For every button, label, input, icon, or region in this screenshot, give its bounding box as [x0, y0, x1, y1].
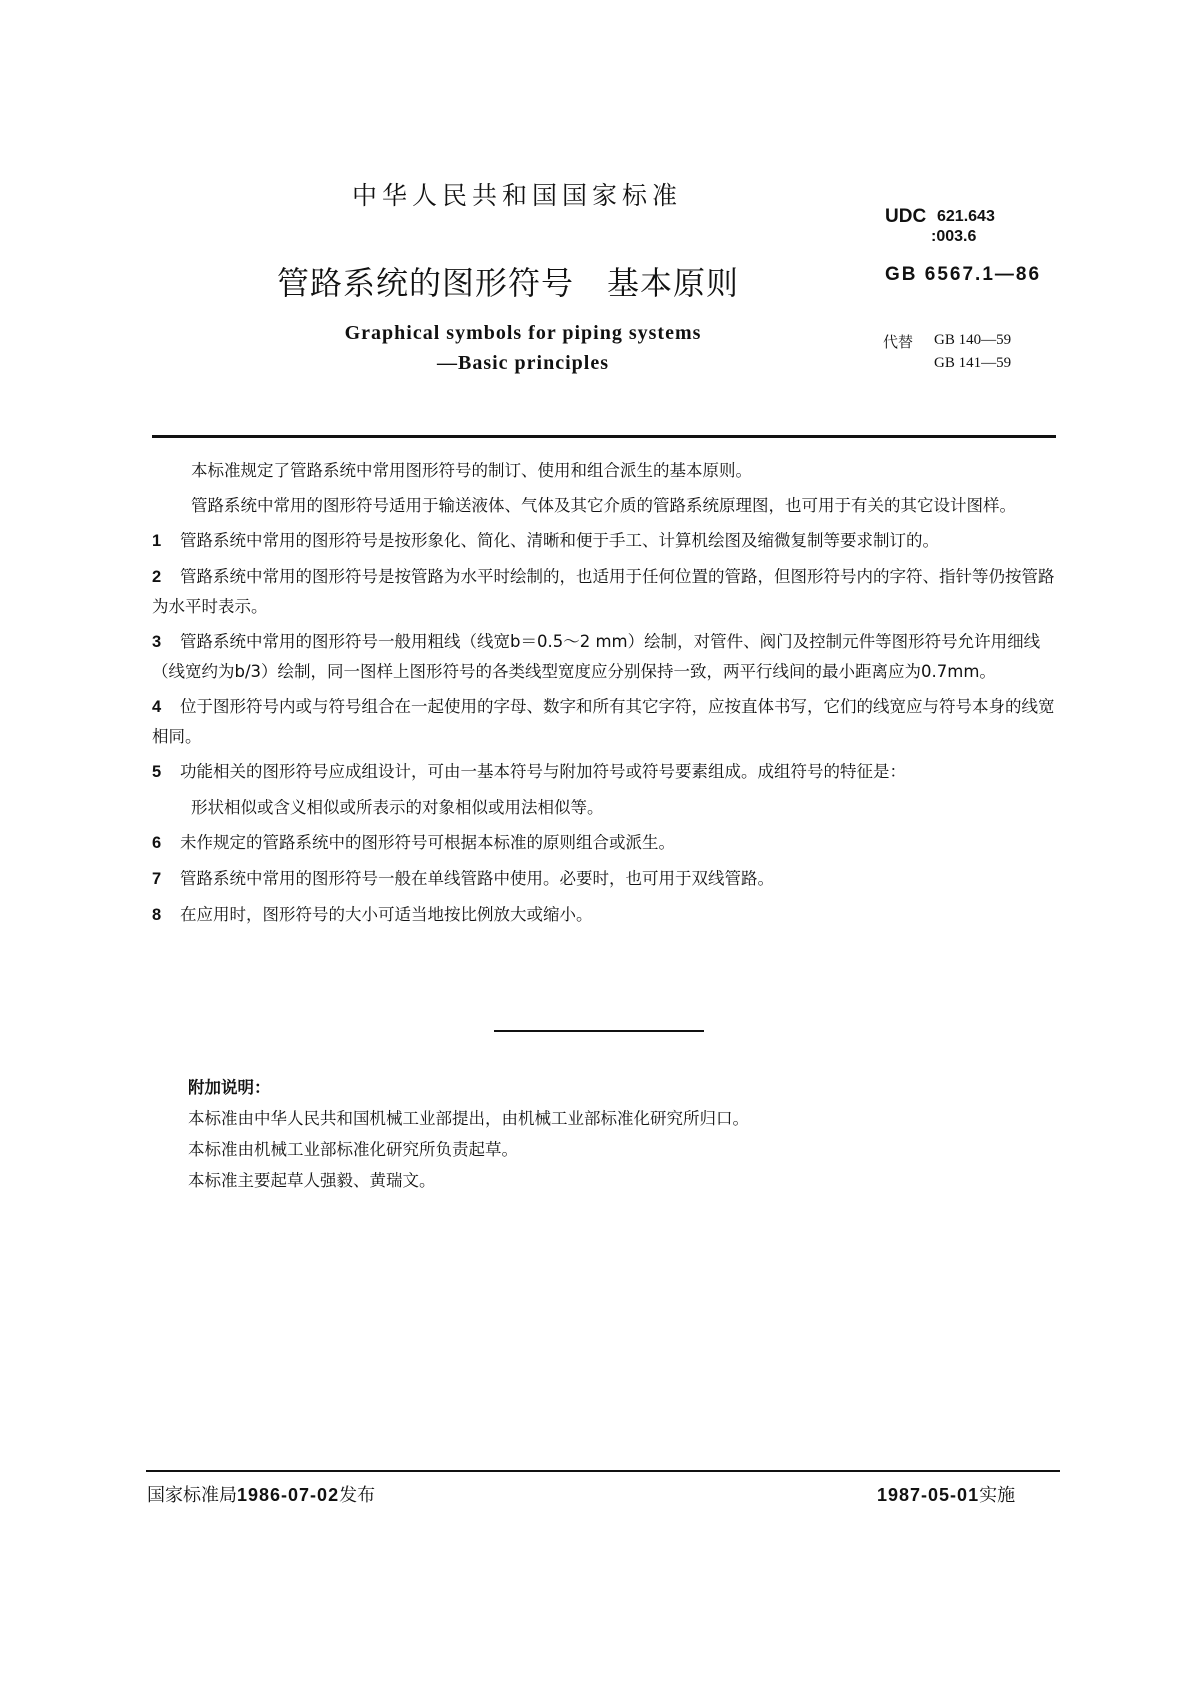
title-chinese: 管路系统的图形符号 基本原则: [277, 264, 740, 302]
clause-number: 5: [152, 763, 162, 781]
clause-number: 7: [152, 870, 162, 888]
clause-text: 位于图形符号内或与符号组合在一起使用的字母、数字和所有其它字符，应按直体书写，它们的线宽应与符号本身的线宽相同。: [152, 697, 1055, 746]
title-english: [300, 318, 746, 378]
notes-line: 本标准主要起草人强毅、黄瑞文。: [188, 1171, 436, 1190]
title-english-line1: Graphical symbols for piping systems: [344, 322, 702, 344]
clause-text: 功能相关的图形符号应成组设计，可由一基本符号与附加符号或符号要素组成。成组符号的特征是：: [180, 762, 906, 781]
additional-notes: [188, 1073, 749, 1197]
clause-sub-text: 形状相似或含义相似或所表示的对象相似或用法相似等。: [191, 798, 604, 817]
clause: [152, 562, 1056, 621]
effective-info: [877, 1481, 1015, 1507]
clause-number: 6: [152, 834, 162, 852]
title-english-line2: —Basic principles: [436, 352, 609, 374]
intro-paragraph: 本标准规定了管路系统中常用图形符号的制订、使用和组合派生的基本原则。: [191, 461, 752, 480]
clause: [152, 828, 1056, 858]
standard-number: GB 6567.1—86: [885, 264, 1042, 285]
section-divider: [494, 1030, 704, 1032]
issue-date: 1986-07-02: [237, 1485, 340, 1505]
clause: [152, 627, 1056, 686]
clause-number: 3: [152, 633, 162, 651]
issue-info: [147, 1481, 375, 1507]
footer-divider: [146, 1470, 1060, 1472]
clause-text: 未作规定的管路系统中的图形符号可根据本标准的原则组合或派生。: [180, 833, 675, 852]
clause: [152, 900, 1056, 930]
clause-text: 管路系统中常用的图形符号一般用粗线（线宽b＝0.5～2 mm）绘制，对管件、阀门及控制元件等图形符号允许用细线（线宽约为b/3）绘制，同一图样上图形符号的各类线型宽度应分别保持一致，两平行线间的最小距离应为0.7mm。: [152, 632, 1041, 681]
replaces-item: GB 140—59: [934, 332, 1012, 348]
clause-text: 管路系统中常用的图形符号一般在单线管路中使用。必要时，也可用于双线管路。: [180, 869, 774, 888]
clause: [152, 864, 1056, 894]
issuer-heading: 中华人民共和国国家标准: [352, 181, 683, 210]
clause: [152, 757, 1056, 787]
notes-line: 本标准由机械工业部标准化研究所负责起草。: [188, 1140, 518, 1159]
udc-number: 621.643: [937, 208, 995, 225]
issue-suffix: 发布: [339, 1485, 376, 1506]
clause: [152, 692, 1056, 751]
replaces-item: GB 141—59: [934, 355, 1012, 371]
udc-sub-number: :003.6: [931, 228, 977, 245]
notes-line: 本标准由中华人民共和国机械工业部提出，由机械工业部标准化研究所归口。: [188, 1109, 749, 1128]
intro-paragraph: 管路系统中常用的图形符号适用于输送液体、气体及其它介质的管路系统原理图，也可用于有关的其它设计图样。: [191, 496, 1016, 515]
udc-label: UDC: [885, 206, 927, 227]
clause-number: 2: [152, 568, 162, 586]
replaces-label: 代替: [883, 333, 914, 351]
effective-suffix: 实施: [979, 1485, 1016, 1506]
clause-text: 管路系统中常用的图形符号是按管路为水平时绘制的，也适用于任何位置的管路，但图形符号内的字符、指针等仍按管路为水平时表示。: [152, 567, 1055, 616]
clause-text: 在应用时，图形符号的大小可适当地按比例放大或缩小。: [180, 905, 593, 924]
header-divider: [152, 435, 1056, 438]
document-body: [152, 456, 1056, 936]
clause-number: 4: [152, 698, 162, 716]
clause: [152, 526, 1056, 556]
notes-title: 附加说明：: [188, 1078, 271, 1097]
effective-date: 1987-05-01: [877, 1485, 980, 1505]
clause-number: 1: [152, 532, 162, 550]
clause-text: 管路系统中常用的图形符号是按形象化、简化、清晰和便于手工、计算机绘图及缩微复制等要求制订的。: [180, 531, 939, 550]
issuing-authority: 国家标准局: [147, 1485, 237, 1506]
clause-number: 8: [152, 906, 162, 924]
